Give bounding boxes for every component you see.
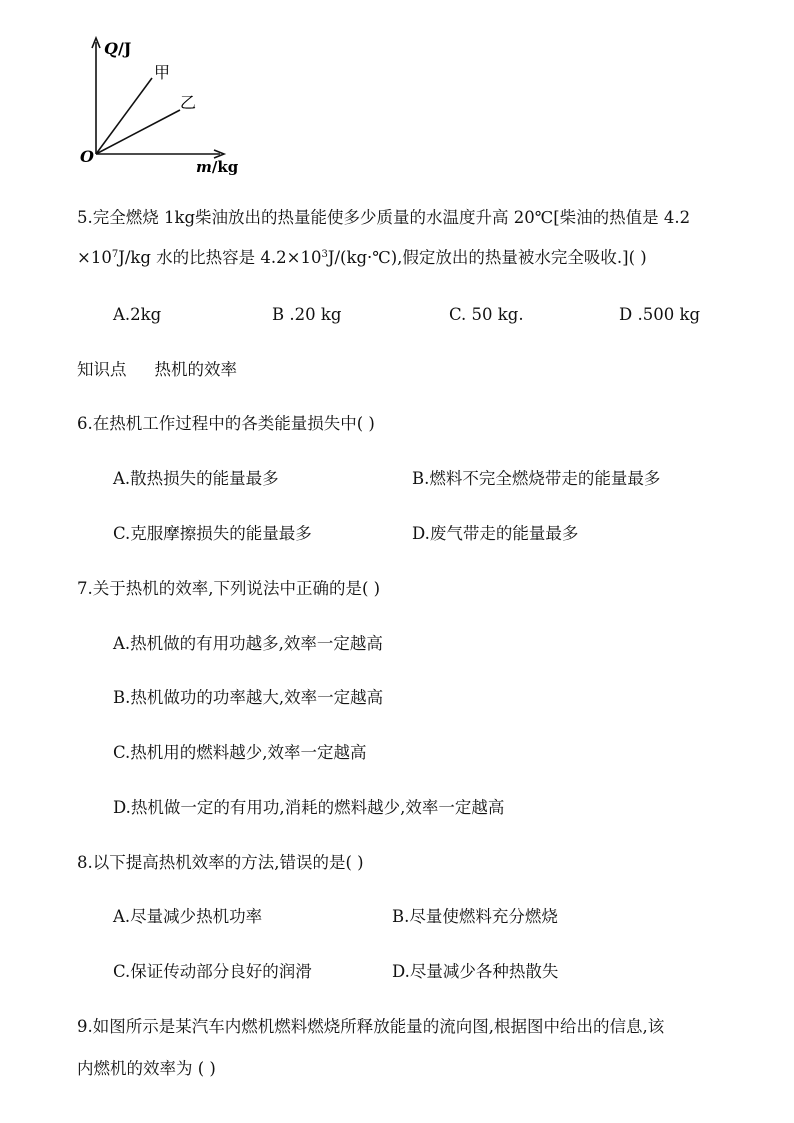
q5-line1: 5.完全燃烧 1kg柴油放出的热量能使多少质量的水温度升高 20℃[柴油的热值是 4.2 — [77, 208, 691, 227]
section-label: 知识点 — [77, 360, 127, 379]
section-heading — [77, 360, 237, 380]
q5-option-b: B .20 kg — [272, 305, 342, 324]
q7-option-b: B.热机做功的功率越大,效率一定越高 — [113, 688, 384, 707]
q6-option-a: A.散热损失的能量最多 — [113, 469, 279, 488]
q8-stem: 8.以下提高热机效率的方法,错误的是( ) — [77, 853, 364, 872]
q7-option-a: A.热机做的有用功越多,效率一定越高 — [113, 634, 383, 653]
q6-option-b: B.燃料不完全燃烧带走的能量最多 — [412, 469, 661, 488]
q6-option-c: C.克服摩擦损失的能量最多 — [113, 524, 312, 543]
q6-option-d: D.废气带走的能量最多 — [412, 524, 579, 543]
q-m-graph — [70, 28, 260, 178]
q8-option-d: D.尽量减少各种热散失 — [392, 962, 559, 981]
x-axis-label: m/kg — [196, 158, 239, 176]
line-a-label: 甲 — [154, 63, 171, 82]
q5-option-d: D .500 kg — [619, 305, 701, 324]
q9-line2: 内燃机的效率为 ( ) — [77, 1059, 216, 1078]
q7-option-d: D.热机做一定的有用功,消耗的燃料越少,效率一定越高 — [113, 798, 505, 817]
q5-line2: $\times 10^7J/kg$ 水的比热容是 $4.2\times 10^3J/(kg\cdot℃)$,假定放出的热量被水完全吸收.]( ) — [77, 248, 647, 267]
q6-stem: 6.在热机工作过程中的各类能量损失中( ) — [77, 414, 375, 433]
origin-label: O — [80, 147, 94, 166]
q5-option-a: A.2kg — [113, 305, 162, 324]
line-a — [96, 78, 152, 154]
q7-option-c: C.热机用的燃料越少,效率一定越高 — [113, 743, 367, 762]
q8-option-a: A.尽量减少热机功率 — [113, 907, 263, 926]
q9-line1: 9.如图所示是某汽车内燃机燃料燃烧所释放能量的流向图,根据图中给出的信息,该 — [77, 1017, 665, 1036]
line-b — [96, 110, 180, 154]
q8-option-b: B.尽量使燃料充分燃烧 — [392, 907, 558, 926]
q7-stem: 7.关于热机的效率,下列说法中正确的是( ) — [77, 579, 381, 598]
section-title: 热机的效率 — [154, 360, 237, 379]
line-b-label: 乙 — [180, 93, 197, 112]
y-axis-label: Q/J — [104, 39, 132, 58]
q8-option-c: C.保证传动部分良好的润滑 — [113, 962, 312, 981]
q5-option-c: C. 50 kg. — [449, 305, 524, 324]
